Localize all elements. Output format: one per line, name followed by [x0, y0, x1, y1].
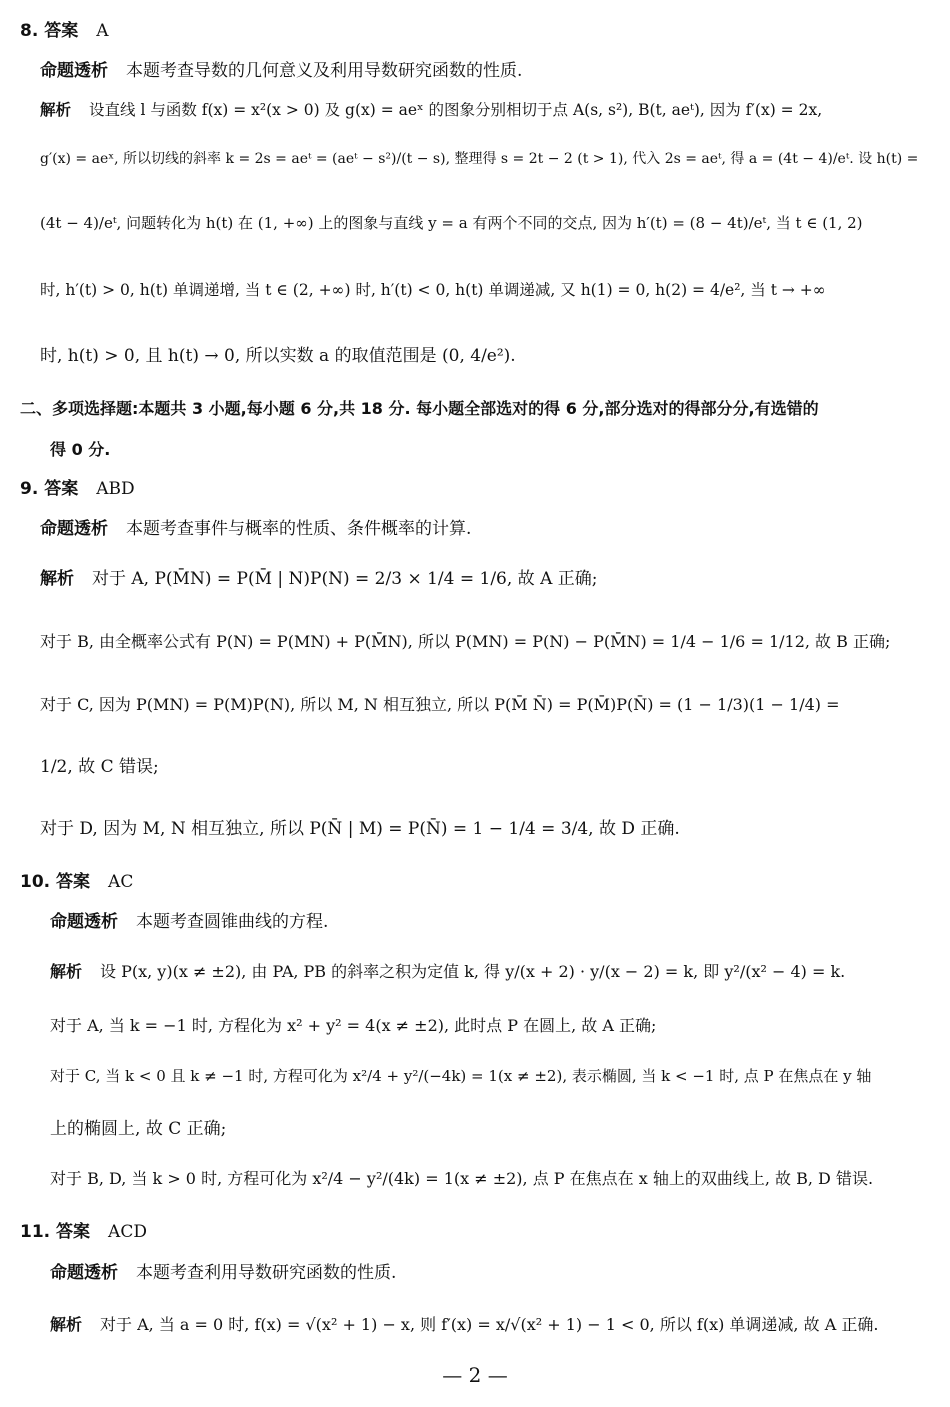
q8-analysis-line-3: (4t − 4)/eᵗ, 问题转化为 h(t) 在 (1, +∞) 上的图象与直线 y = a 有两个不同的交点, 因为 h′(t) = (8 − 4t)/eᵗ, 当 t ∈ (1, 2) — [40, 214, 863, 232]
q9-analysis-line-1 — [40, 569, 597, 589]
q8-analysis-line-4: 时, h′(t) > 0, h(t) 单调递增, 当 t ∈ (2, +∞) 时, h′(t) < 0, h(t) 单调递减, 又 h(1) = 0, h(2) = 4/e², 当 t → +∞ — [40, 281, 826, 299]
q9-head: 9. 答案 — [20, 479, 79, 499]
q8-header — [20, 21, 109, 41]
page-number: — 2 — — [442, 1363, 508, 1387]
q10-answer: AC — [108, 872, 134, 892]
q11-intent-text: 本题考查利用导数研究函数的性质. — [136, 1263, 397, 1283]
q10-analysis-line-4: 上的椭圆上, 故 C 正确; — [50, 1119, 227, 1139]
q9-intent-label: 命题透析 — [40, 519, 108, 539]
q11-analysis-line-1 — [50, 1315, 878, 1334]
q10-head: 10. 答案 — [20, 872, 91, 892]
q10-intent-label: 命题透析 — [50, 912, 118, 932]
q10-analysis-line-1 — [50, 962, 845, 981]
q11-l1: 对于 A, 当 a = 0 时, f(x) = √(x² + 1) − x, 则 f′(x) = x/√(x² + 1) − 1 < 0, 所以 f(x) 单调递减, 故 A 正确. — [100, 1315, 879, 1334]
q10-l1: 设 P(x, y)(x ≠ ±2), 由 PA, PB 的斜率之积为定值 k, 得 y/(x + 2) · y/(x − 2) = k, 即 y²/(x² − 4) = k. — [100, 962, 846, 981]
q8-intent-text: 本题考查导数的几何意义及利用导数研究函数的性质. — [126, 61, 523, 81]
q9-analysis-line-2: 对于 B, 由全概率公式有 P(N) = P(MN) + P(M̄N), 所以 P(MN) = P(N) − P(M̄N) = 1/4 − 1/6 = 1/12, 故 B 正确; — [40, 632, 891, 651]
q11-header — [20, 1222, 147, 1242]
q9-analysis-label: 解析 — [40, 569, 74, 589]
q11-answer: ACD — [108, 1222, 147, 1242]
q11-intent — [50, 1263, 396, 1283]
q9-analysis-line-3: 对于 C, 因为 P(MN) = P(M)P(N), 所以 M, N 相互独立, 所以 P(M̄ N̄) = P(M̄)P(N̄) = (1 − 1/3)(1 − 1/4) = — [40, 695, 840, 714]
q8-analysis-line-1 — [40, 101, 822, 120]
q10-header — [20, 872, 133, 892]
q9-answer: ABD — [96, 479, 135, 499]
q9-header — [20, 479, 135, 499]
q8-intent-label: 命题透析 — [40, 61, 108, 81]
q11-intent-label: 命题透析 — [50, 1263, 118, 1283]
q10-analysis-line-3: 对于 C, 当 k < 0 且 k ≠ −1 时, 方程可化为 x²/4 + y²/(−4k) = 1(x ≠ ±2), 表示椭圆, 当 k < −1 时, 点 P 在焦点在 y 轴 — [50, 1067, 872, 1085]
q9-intent-text: 本题考查事件与概率的性质、条件概率的计算. — [126, 519, 472, 539]
q9-analysis-line-5: 对于 D, 因为 M, N 相互独立, 所以 P(N̄ | M) = P(N̄) = 1 − 1/4 = 3/4, 故 D 正确. — [40, 819, 680, 839]
q8-l1: 设直线 l 与函数 f(x) = x²(x > 0) 及 g(x) = aeˣ 的图象分别相切于点 A(s, s²), B(t, aeᵗ), 因为 f′(x) = 2x, — [89, 101, 823, 119]
section-2-title: 二、多项选择题:本题共 3 小题,每小题 6 分,共 18 分. 每小题全部选对的得 6 分,部分选对的得部分分,有选错的 — [20, 399, 819, 418]
q11-head: 11. 答案 — [20, 1222, 91, 1242]
q8-analysis-line-2: g′(x) = aeˣ, 所以切线的斜率 k = 2s = aeᵗ = (aeᵗ − s²)/(t − s), 整理得 s = 2t − 2 (t > 1), 代入 2s = aeᵗ, 得 a = (4t − 4)/eᵗ. 设 h(t) = — [40, 151, 919, 167]
q9-l1: 对于 A, P(M̄N) = P(M̄ | N)P(N) = 2/3 × 1/4 = 1/6, 故 A 正确; — [92, 569, 598, 589]
q9-analysis-line-4: 1/2, 故 C 错误; — [40, 757, 159, 777]
q8-analysis-label: 解析 — [40, 101, 72, 119]
q10-analysis-line-5: 对于 B, D, 当 k > 0 时, 方程可化为 x²/4 − y²/(4k) = 1(x ≠ ±2), 点 P 在焦点在 x 轴上的双曲线上, 故 B, D 错误. — [50, 1169, 874, 1188]
q10-analysis-label: 解析 — [50, 962, 83, 981]
q10-intent — [50, 912, 328, 932]
q8-intent — [40, 61, 522, 81]
q9-intent — [40, 519, 471, 539]
q8-head: 8. 答案 — [20, 21, 79, 41]
q8-answer: A — [96, 21, 109, 41]
section-2-title-cont: 得 0 分. — [50, 440, 111, 459]
q11-analysis-label: 解析 — [50, 1315, 83, 1334]
q8-analysis-line-5: 时, h(t) > 0, 且 h(t) → 0, 所以实数 a 的取值范围是 (0, 4/e²). — [40, 346, 516, 366]
q10-intent-text: 本题考查圆锥曲线的方程. — [136, 912, 329, 932]
q10-analysis-line-2: 对于 A, 当 k = −1 时, 方程化为 x² + y² = 4(x ≠ ±2), 此时点 P 在圆上, 故 A 正确; — [50, 1016, 657, 1035]
